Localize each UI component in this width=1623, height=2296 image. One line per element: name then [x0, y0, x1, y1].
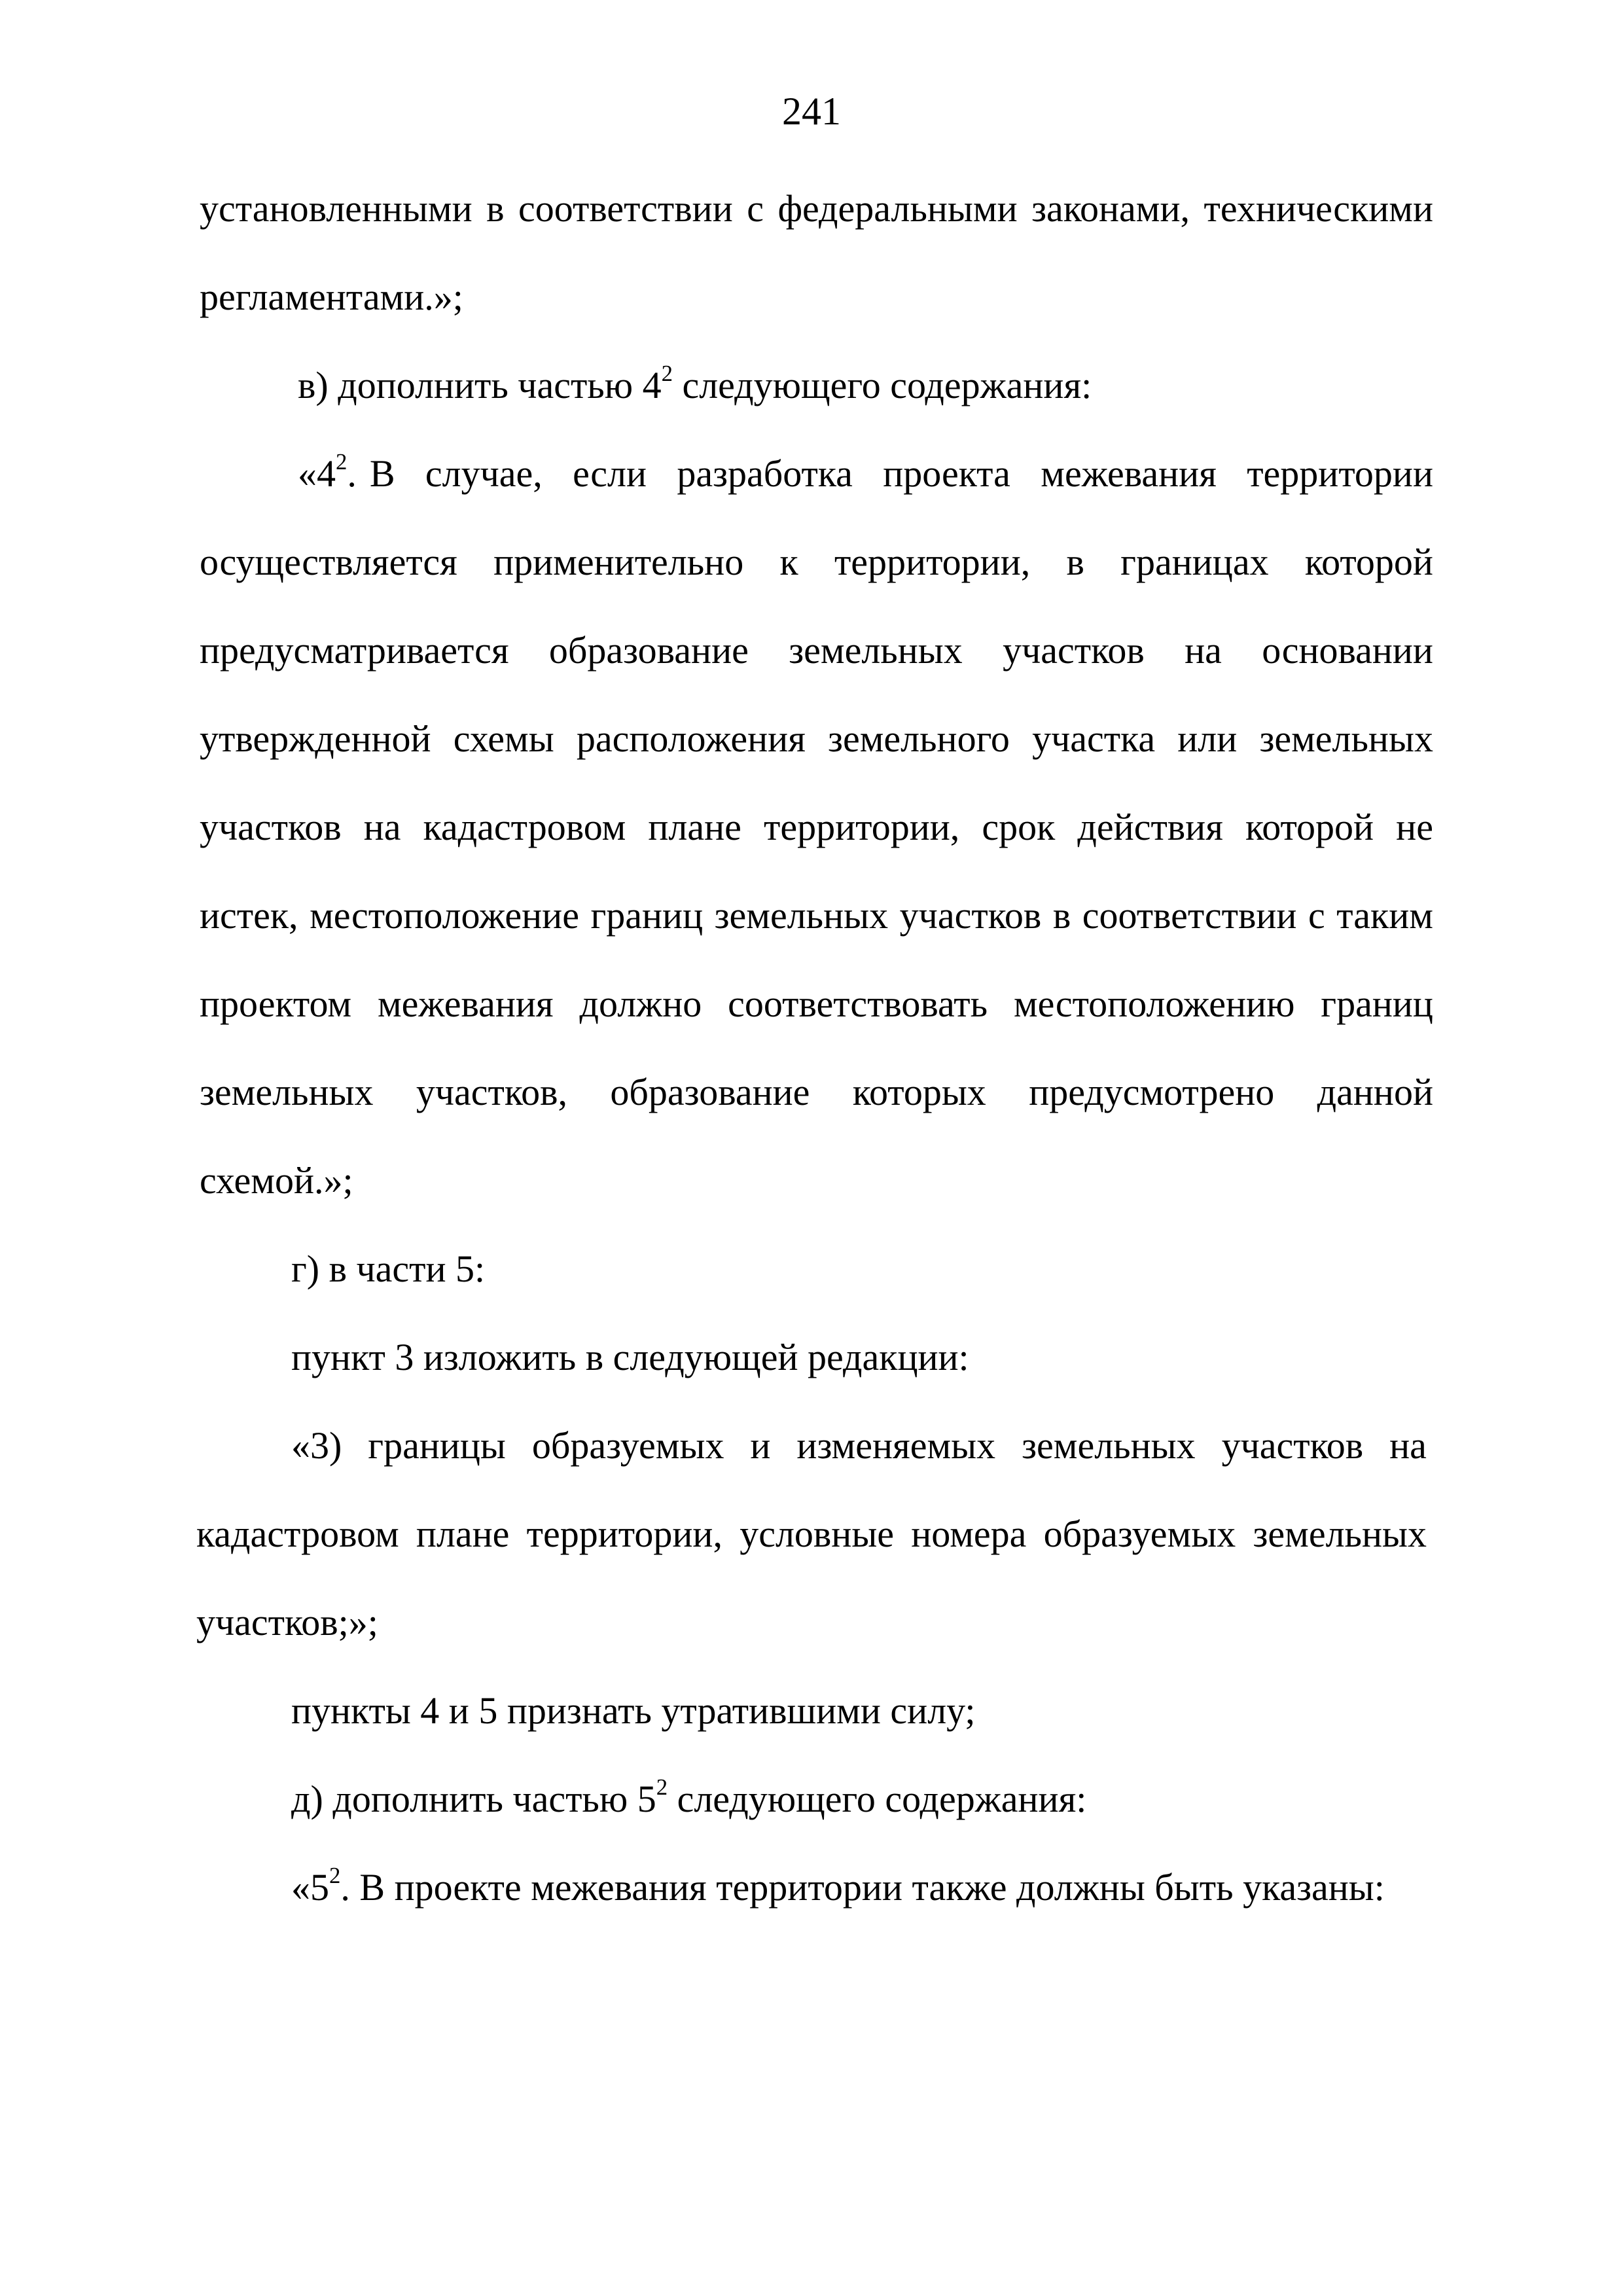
word: земельного	[828, 717, 1010, 760]
word: В	[369, 452, 395, 495]
word: с	[747, 187, 764, 230]
word: границ	[1321, 982, 1433, 1025]
word: образуемых	[531, 1424, 724, 1467]
word: местоположение	[310, 894, 579, 937]
text-line-13: г) в части 5:	[291, 1247, 486, 1290]
word: межевания	[377, 982, 554, 1025]
word: истек,	[200, 894, 298, 937]
word: плане	[648, 806, 741, 848]
page-number: 241	[782, 90, 841, 133]
word: земельных	[789, 629, 963, 672]
word: должно	[579, 982, 702, 1025]
word: на	[1185, 629, 1222, 672]
word: схемы	[453, 717, 554, 760]
word: срок	[982, 806, 1056, 848]
word: таким	[1336, 894, 1433, 937]
word: в	[486, 187, 505, 230]
text-line-16	[196, 1515, 1427, 1553]
word: законами,	[1031, 187, 1190, 230]
text-line-10	[200, 982, 1433, 1025]
text-line-20-main: «5	[291, 1866, 329, 1909]
text-line-19-tail: следующего содержания:	[668, 1778, 1087, 1820]
text-line-6	[200, 629, 1433, 672]
word: участков	[1003, 629, 1145, 672]
word: территории,	[834, 541, 1031, 583]
word: изменяемых	[796, 1424, 996, 1467]
word: если	[573, 452, 647, 495]
text-line-20	[291, 1862, 1385, 1909]
word: номера	[911, 1513, 1027, 1555]
text-line-3-superscript: 2	[661, 360, 673, 386]
word: границ	[590, 894, 704, 937]
word: земельных	[200, 1071, 374, 1113]
word: участков	[899, 894, 1042, 937]
word: применительно	[493, 541, 744, 583]
word: и	[750, 1424, 771, 1467]
word: соответствовать	[728, 982, 988, 1025]
word: образование	[548, 629, 749, 672]
word: образование	[610, 1071, 810, 1113]
word: в	[1052, 894, 1071, 937]
text-line-4-superscript: 2	[336, 448, 348, 475]
word: случае,	[425, 452, 543, 495]
text-line-12: схемой.»;	[200, 1159, 353, 1202]
word: разработка	[677, 452, 853, 495]
word: которой	[1245, 806, 1374, 848]
text-line-4-rest	[369, 452, 1433, 495]
text-line-3	[298, 360, 1092, 406]
text-line-4-lead: «$4^2$.	[298, 448, 357, 495]
word: на	[1389, 1424, 1427, 1467]
text-line-20-tail: . В проекте межевания территории также должны быть указаны:	[340, 1866, 1385, 1909]
word: образуемых	[1043, 1513, 1236, 1555]
text-line-19-main: д) дополнить частью 5	[291, 1778, 656, 1820]
word: техническими	[1204, 187, 1433, 230]
word: местоположению	[1013, 982, 1295, 1025]
word: установленными	[200, 187, 473, 230]
word: которых	[852, 1071, 986, 1113]
word: межевания	[1041, 452, 1217, 495]
text-line-15	[291, 1424, 1427, 1467]
word: земельных	[714, 894, 889, 937]
word: предусматривается	[200, 629, 509, 672]
word: условные	[740, 1513, 895, 1555]
word: на	[363, 806, 401, 848]
text-line-11	[200, 1073, 1433, 1111]
text-line-2: регламентами.»;	[200, 276, 463, 318]
word: которой	[1304, 541, 1433, 583]
word: земельных	[1253, 1513, 1427, 1555]
word: .	[347, 452, 357, 495]
text-line-5	[200, 543, 1433, 581]
word: данной	[1317, 1071, 1433, 1113]
text-line-8	[200, 808, 1433, 846]
text-line-19	[291, 1774, 1087, 1820]
text-line-3-tail: следующего содержания:	[673, 364, 1092, 406]
word: основании	[1262, 629, 1433, 672]
word: участка	[1032, 717, 1156, 760]
word: предусмотрено	[1029, 1071, 1275, 1113]
word: территории	[1247, 452, 1433, 495]
word: земельных	[1022, 1424, 1196, 1467]
word: кадастровом	[423, 806, 626, 848]
word: кадастровом	[196, 1513, 399, 1555]
text-line-4	[298, 448, 1433, 495]
word: участков	[200, 806, 342, 848]
word: плане	[416, 1513, 510, 1555]
text-line-17: участков;»;	[196, 1601, 378, 1643]
word: к	[779, 541, 798, 583]
text-line-18: пункты 4 и 5 признать утратившими силу;	[291, 1689, 976, 1732]
text-line-19-superscript: 2	[656, 1774, 668, 1800]
word: проектом	[200, 982, 352, 1025]
word: участков,	[416, 1071, 568, 1113]
word: проекта	[883, 452, 1010, 495]
text-line-7	[200, 717, 1433, 760]
text-line-3-main: в) дополнить частью 4	[298, 364, 662, 406]
word: в	[1066, 541, 1084, 583]
word: осуществляется	[200, 541, 457, 583]
word: территории,	[764, 806, 960, 848]
text-line-1	[200, 187, 1433, 230]
word: или	[1177, 717, 1238, 760]
text-line-14: пункт 3 изложить в следующей редакции:	[291, 1336, 969, 1378]
text-line-9	[200, 894, 1433, 937]
word: земельных	[1259, 717, 1433, 760]
word: соответствии	[1082, 894, 1297, 937]
word: с	[1308, 894, 1325, 937]
word: федеральными	[777, 187, 1018, 230]
word: расположения	[576, 717, 806, 760]
word: границы	[368, 1424, 506, 1467]
word: границах	[1120, 541, 1269, 583]
word: не	[1396, 806, 1433, 848]
word: соответствии	[518, 187, 733, 230]
word: участков	[1221, 1424, 1364, 1467]
text-line-20-superscript: 2	[329, 1862, 341, 1888]
word: территории,	[526, 1513, 722, 1555]
word: утвержденной	[200, 717, 431, 760]
word: «3)	[291, 1424, 342, 1467]
word: действия	[1077, 806, 1223, 848]
